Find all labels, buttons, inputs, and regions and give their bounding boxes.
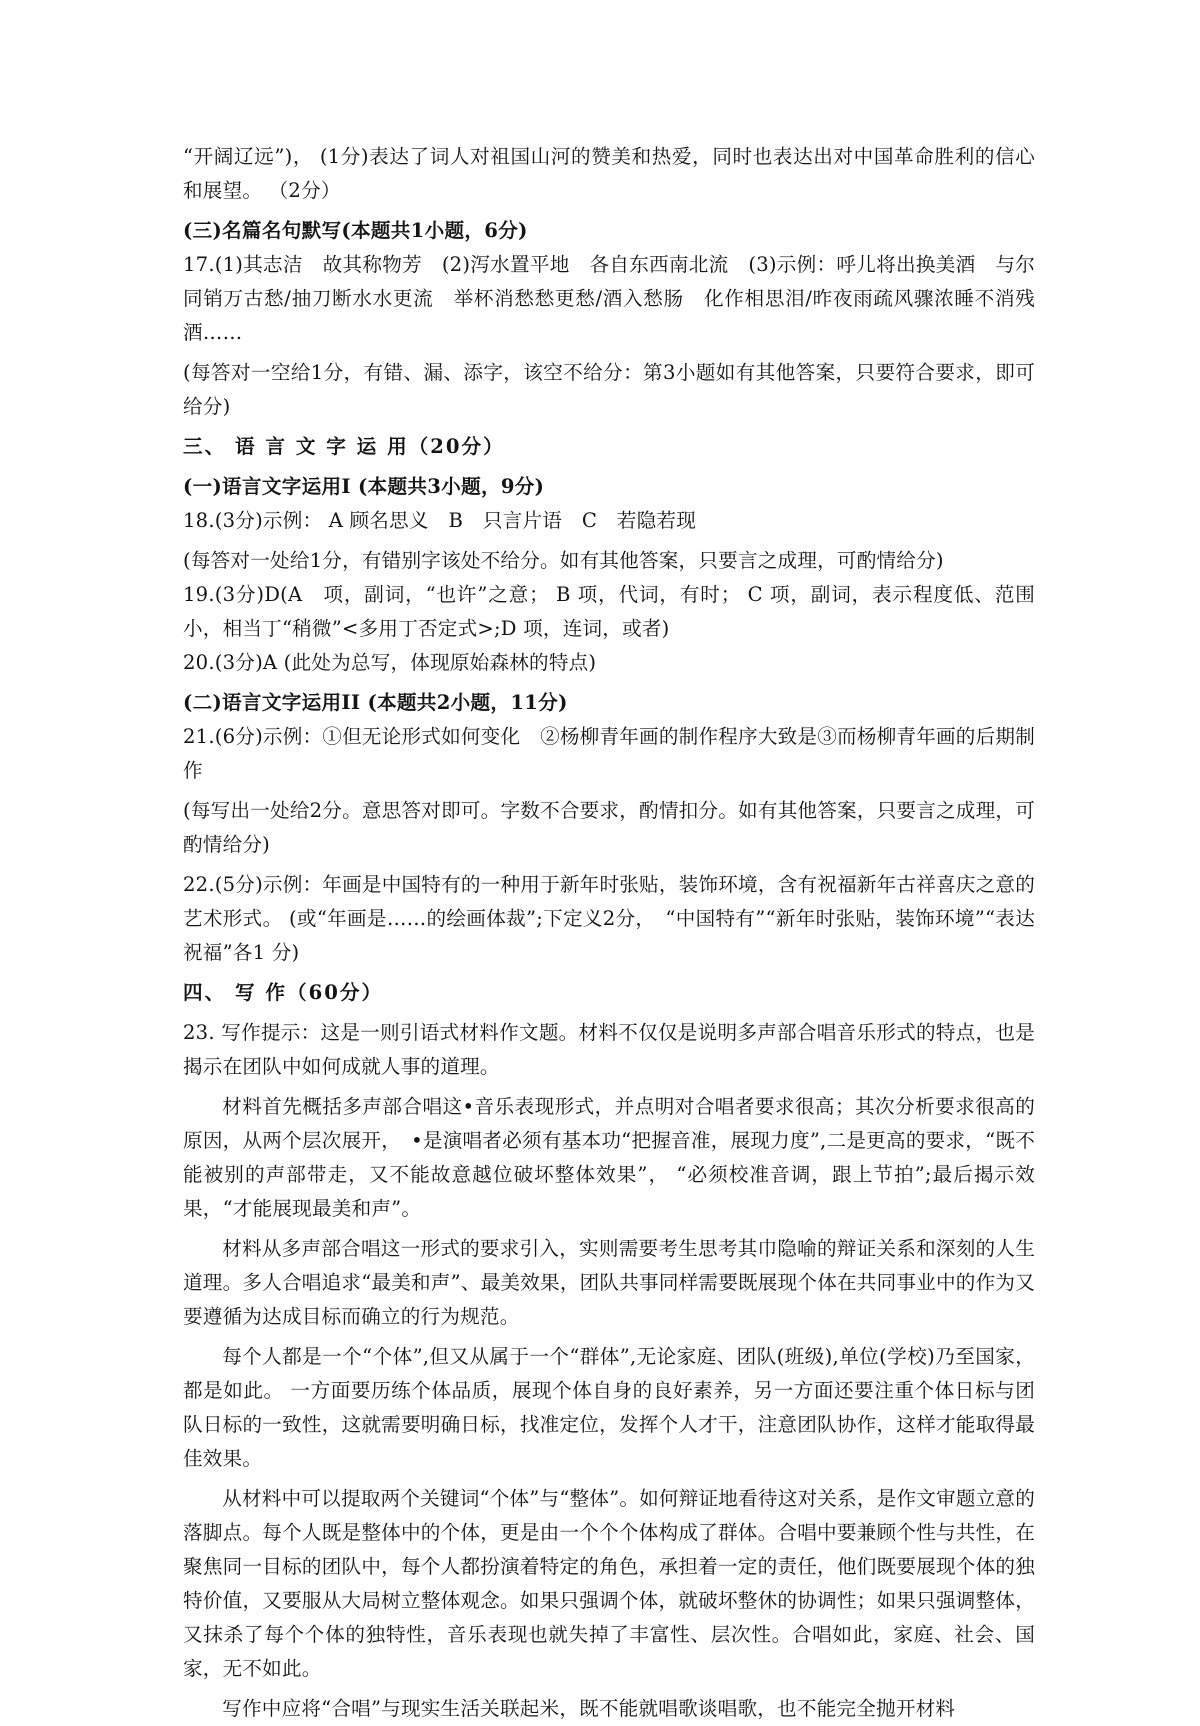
subsection-heading-language-use-2: (二)语言文字运用II (本题共2小题，11分) <box>183 691 568 714</box>
scoring-note-17: (每答对一空给1分，有错、漏、添字，该空不给分：第3小题如有其他答案，只要符合要求，即可给分) <box>183 361 1035 418</box>
subsection-heading-famous-lines: (三)名篇名句默写(本题共1小题，6分) <box>183 219 528 242</box>
writing-paragraph-2: 材料从多声部合唱这一形式的要求引入，实则需要考生思考其巾隐喻的辩证关系和深刻的人生道理。多人合唱追求“最美和声”、最美效果，团队共事同样需要既展现个体在共同事业中的作为又要遵循为达成目标而确立的行为规范。 <box>183 1237 1035 1328</box>
writing-paragraph-3: 每个人都是一个“个体”,但又从属于一个“群体”,无论家庭、团队(班级),单位(学校)乃至国家，都是如此。 一方面要历练个体品质，展现个体自身的良好素养，另一方面还要注重个体日标与团队日标的一致性，这就需要明确日标，找准定位，发挥个人才干，注意团队协作，这样才能取得最佳效果。 <box>183 1345 1035 1470</box>
scoring-note-21: (每写出一处给2分。意思答对即可。字数不合要求，酌情扣分。如有其他答案，只要言之成理，可酌情给分) <box>183 799 1035 856</box>
writing-paragraph-5: 写作中应将“合唱”与现实生活关联起米，既不能就唱歌谈唱歌，也不能完全抛开材料 <box>222 1697 956 1720</box>
answer-23-prompt: 23. 写作提示：这是一则引语式材料作文题。材料不仅仅是说明多声部合唱音乐形式的特点，也是揭示在团队中如何成就人事的道理。 <box>183 1021 1035 1078</box>
answer-19: 19.(3分)D(A 项，副词，“也许”之意； B 项，代词，有时； C 项，副词，表示程度低、范围小，相当丁“稍微”<多用丁否定式>;D 项，连词，或者) <box>183 583 1035 640</box>
answer-18: 18.(3分)示例： A 顾名思义 B 只言片语 C 若隐若现 <box>183 509 696 532</box>
section-heading-writing: 四、 写 作（60分） <box>183 981 384 1004</box>
writing-paragraph-4: 从材料中可以提取两个关键词“个体”与“整体”。如何辩证地看待这对关系，是作文审题立意的落脚点。每个人既是整体中的个体，更是由一个个个体构成了群体。合唱中要兼顾个性与共性，在聚焦同一目标的团队中，每个人都扮演着特定的角色，承担着一定的责任，他们既要展现个体的独特价值，又要服从大局树立整体观念。如果只强调个体，就破坏整休的协调性；如果只强调整体，又抹杀了每个个体的独特性，音乐表现也就失掉了丰富性、层次性。合唱如此，家庭、社会、国家，无不如此。 <box>183 1487 1036 1680</box>
answer-page <box>183 140 1035 1726</box>
writing-paragraph-1: 材料首先概括多声部合唱这•音乐表现形式，并点明对合唱者要求很高；其次分析要求很高的原因，从两个层次展开， •是演唱者必须有基本功“把握音准，展现力度”,二是更高的要求，“既不能被别的声部带走，又不能故意越位破坏整体效果”， “必须校准音调，跟上节拍”;最后揭示效果，“才能展现最美和声”。 <box>183 1095 1035 1220</box>
section-heading-language-use: 三、 语 言 文 字 运 用（20分） <box>183 435 505 458</box>
answer-21: 21.(6分)示例：①但无论形式如何变化 ②杨柳青年画的制作程序大致是③而杨柳青年画的后期制作 <box>183 725 1035 782</box>
subsection-heading-language-use-1: (一)语言文字运用I (本题共3小题，9分) <box>183 475 545 498</box>
answer-17: 17.(1)其志洁 故其称物芳 (2)泻水置平地 各自东西南北流 (3)示例：呼儿将出换美酒 与尔同销万古愁/抽刀断水水更流 举杯消愁愁更愁/酒入愁肠 化作相思泪/昨夜雨疏风骤浓睡不消残酒…… <box>183 253 1035 344</box>
answer-22: 22.(5分)示例：年画是中国特有的一种用于新年时张贴，装饰环境，含有祝福新年古祥喜庆之意的艺术形式。 (或“年画是……的绘画体裁”;下定义2分， “中国特有”“新年时张贴，装饰环境”“表达祝福”各1 分) <box>183 873 1035 964</box>
paragraph-poem-analysis: “开阔辽远”)， (1分)表达了词人对祖国山河的赞美和热爱，同时也表达出对中国革命胜利的信心和展望。 （2分） <box>183 145 1035 202</box>
answer-20: 20.(3分)A (此处为总写，体现原始森林的特点) <box>183 651 597 674</box>
scoring-note-18: (每答对一处给1分，有错别字该处不给分。如有其他答案，只要言之成理，可酌情给分) <box>183 549 944 572</box>
